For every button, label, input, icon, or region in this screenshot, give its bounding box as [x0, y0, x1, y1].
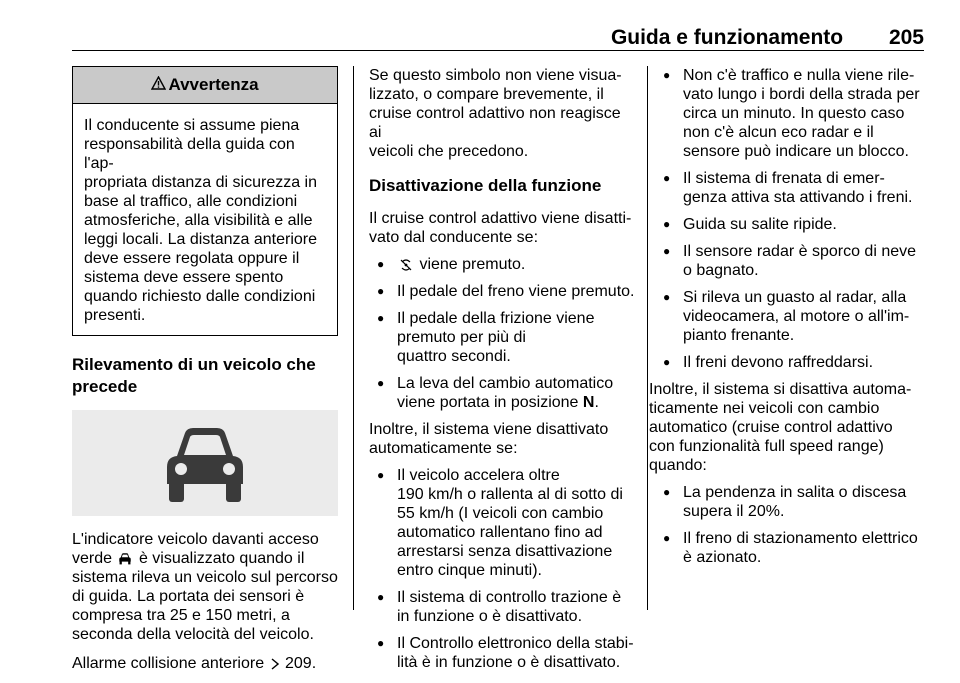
list-item: [369, 374, 637, 412]
full-speed-intro: [649, 380, 927, 475]
cruise-cancel-icon: [399, 259, 413, 271]
text-line: L'indicatore veicolo davanti acceso: [72, 531, 319, 548]
list-item: [369, 282, 637, 301]
text-line: automatico (cruise control adattivo: [649, 419, 893, 436]
warning-line: deve essere regolata oppure il: [84, 250, 300, 267]
list-item: [655, 353, 927, 372]
text-line: Non c'è traffico e nulla viene rile-: [683, 67, 915, 84]
list-item: [369, 634, 637, 672]
column-2: [369, 66, 637, 680]
intro-paragraph: [369, 66, 637, 161]
text-line: 190 km/h o rallenta al di sotto di: [397, 486, 623, 503]
full-speed-list: [655, 483, 927, 567]
list-item: [655, 242, 927, 280]
vehicle-ahead-illustration: [72, 410, 338, 516]
text-line: seconda della velocità del veicolo.: [72, 626, 314, 643]
auto-deactivation-list-cont: [655, 66, 927, 372]
text-line: in funzione o è disattivato.: [397, 608, 583, 625]
heading-line: precede: [72, 377, 138, 396]
warning-line: base al traffico, alle condizioni: [84, 193, 298, 210]
auto-deactivation-intro: [369, 420, 637, 458]
warning-text: [73, 104, 337, 335]
text-line: Il sistema di controllo trazione è: [397, 589, 622, 606]
warning-triangle-icon: [151, 75, 166, 94]
text-line: Il veicolo accelera oltre: [397, 467, 560, 484]
text-line: vato dal conducente se:: [369, 229, 539, 246]
warning-line: Il conducente si assume piena: [84, 117, 300, 134]
heading-line: Rilevamento di un veicolo che: [72, 355, 316, 374]
text-line: quando:: [649, 457, 707, 474]
text-line: ticamente nei veicoli con cambio: [649, 400, 880, 417]
text-line: 55 km/h (I veicoli con cambio: [397, 505, 604, 522]
text-line: lizzato, o compare brevemente, il: [369, 86, 604, 103]
text-line: Il sensore radar è sporco di neve: [683, 243, 917, 260]
list-item: [369, 466, 637, 580]
list-item: [655, 215, 927, 234]
text-line: automatico rallentano fino ad: [397, 524, 603, 541]
section-heading-deactivation: Disattivazione della funzione: [369, 176, 602, 195]
text-line: vato lungo i bordi della strada per: [683, 86, 920, 103]
header-rule: [72, 50, 924, 51]
warning-line: atmosferiche, alla visibilità e alle: [84, 212, 313, 229]
warning-line: presenti.: [84, 307, 146, 324]
text-line: Il sistema di frenata di emer-: [683, 170, 885, 187]
warning-line: quando richiesto dalle condizioni: [84, 288, 316, 305]
warning-header: [73, 67, 337, 104]
text-line: Inoltre, il sistema si disattiva automa-: [649, 381, 912, 398]
section-heading-detection: [72, 354, 338, 398]
auto-deactivation-list: [369, 466, 637, 672]
text-line: compresa tra 25 e 150 metri, a: [72, 607, 290, 624]
list-item: [369, 588, 637, 626]
list-item: [655, 483, 927, 521]
text-line: La leva del cambio automatico: [397, 375, 614, 392]
text-line: o bagnato.: [683, 262, 759, 279]
text-line: con funzionalità full speed range): [649, 438, 884, 455]
vehicle-ahead-icon: [161, 420, 249, 506]
text-line: è azionato.: [683, 549, 762, 566]
text-line: automaticamente se:: [369, 440, 518, 457]
text-line: Il pedale del freno viene premuto.: [397, 283, 635, 300]
list-item: [655, 169, 927, 207]
detection-paragraph: [72, 530, 338, 644]
ref-page[interactable]: 209.: [285, 655, 317, 672]
warning-line: leggi locali. La distanza anteriore: [84, 231, 318, 248]
page-header: [611, 26, 924, 50]
text-line: cruise control adattivo non reagisce ai: [369, 105, 621, 141]
text-line: supera il 20%.: [683, 503, 785, 520]
warning-line: sistema deve essere spento: [84, 269, 284, 286]
text-line: La pendenza in salita o discesa: [683, 484, 907, 501]
ref-text: Allarme collisione anteriore: [72, 655, 265, 672]
list-item: [369, 309, 637, 366]
gear-position-n: N: [582, 394, 595, 411]
vehicle-ahead-small-icon: [118, 552, 132, 565]
text-line: circa un minuto. In questo caso: [683, 105, 905, 122]
column-divider-1: [353, 66, 354, 610]
text-line: Guida su salite ripide.: [683, 216, 837, 233]
deactivation-intro: [369, 209, 637, 247]
list-item: [655, 288, 927, 345]
column-divider-2: [647, 66, 648, 610]
text-line: sistema rileva un veicolo sul percorso: [72, 569, 338, 586]
text-line: arrestarsi senza disattivazione: [397, 543, 613, 560]
text-line: Inoltre, il sistema viene disattivato: [369, 421, 609, 438]
text-line: Se questo simbolo non viene visua-: [369, 67, 622, 84]
warning-box: [72, 66, 338, 336]
warning-title: Avvertenza: [168, 75, 259, 94]
text-line: sensore può indicare un blocco.: [683, 143, 909, 160]
text-fragment: viene premuto.: [419, 256, 526, 273]
header-title: Guida e funzionamento: [610, 26, 844, 49]
text-fragment: .: [594, 394, 599, 411]
column-1: [72, 66, 338, 683]
warning-line: propriata distanza di sicurezza in: [84, 174, 318, 191]
text-line: premuto per più di: [397, 329, 526, 346]
page-ref-arrow-icon: [271, 658, 279, 670]
text-line: Si rileva un guasto al radar, alla: [683, 289, 907, 306]
column-3: [649, 66, 927, 575]
text-fragment: verde: [72, 550, 113, 567]
list-item: [655, 66, 927, 161]
list-item: [655, 529, 927, 567]
list-item: [369, 255, 637, 274]
cross-reference: [72, 654, 338, 673]
text-line: non c'è alcun eco radar e il: [683, 124, 874, 141]
text-line: videocamera, al motore o all'im-: [683, 308, 910, 325]
text-line: Il freno di stazionamento elettrico: [683, 530, 918, 547]
text-line: Il cruise control adattivo viene disatti-: [369, 210, 632, 227]
text-fragment: viene portata in posizione: [397, 394, 579, 411]
text-line: quattro secondi.: [397, 348, 511, 365]
warning-line: responsabilità della guida con l'ap-: [84, 136, 295, 172]
text-line: di guida. La portata dei sensori è: [72, 588, 305, 605]
text-line: entro cinque minuti).: [397, 562, 542, 579]
text-line: lità è in funzione o è disattivato.: [397, 654, 621, 671]
text-fragment: è visualizzato quando il: [138, 550, 305, 567]
text-line: Il pedale della frizione viene: [397, 310, 595, 327]
text-line: pianto frenante.: [683, 327, 795, 344]
text-line: Il Controllo elettronico della stabi-: [397, 635, 634, 652]
text-line: veicoli che precedono.: [369, 143, 529, 160]
page-number: 205: [888, 26, 924, 49]
text-line: Il freni devono raffreddarsi.: [683, 354, 874, 371]
driver-deactivation-list: [369, 255, 637, 412]
text-line: genza attiva sta attivando i freni.: [683, 189, 913, 206]
